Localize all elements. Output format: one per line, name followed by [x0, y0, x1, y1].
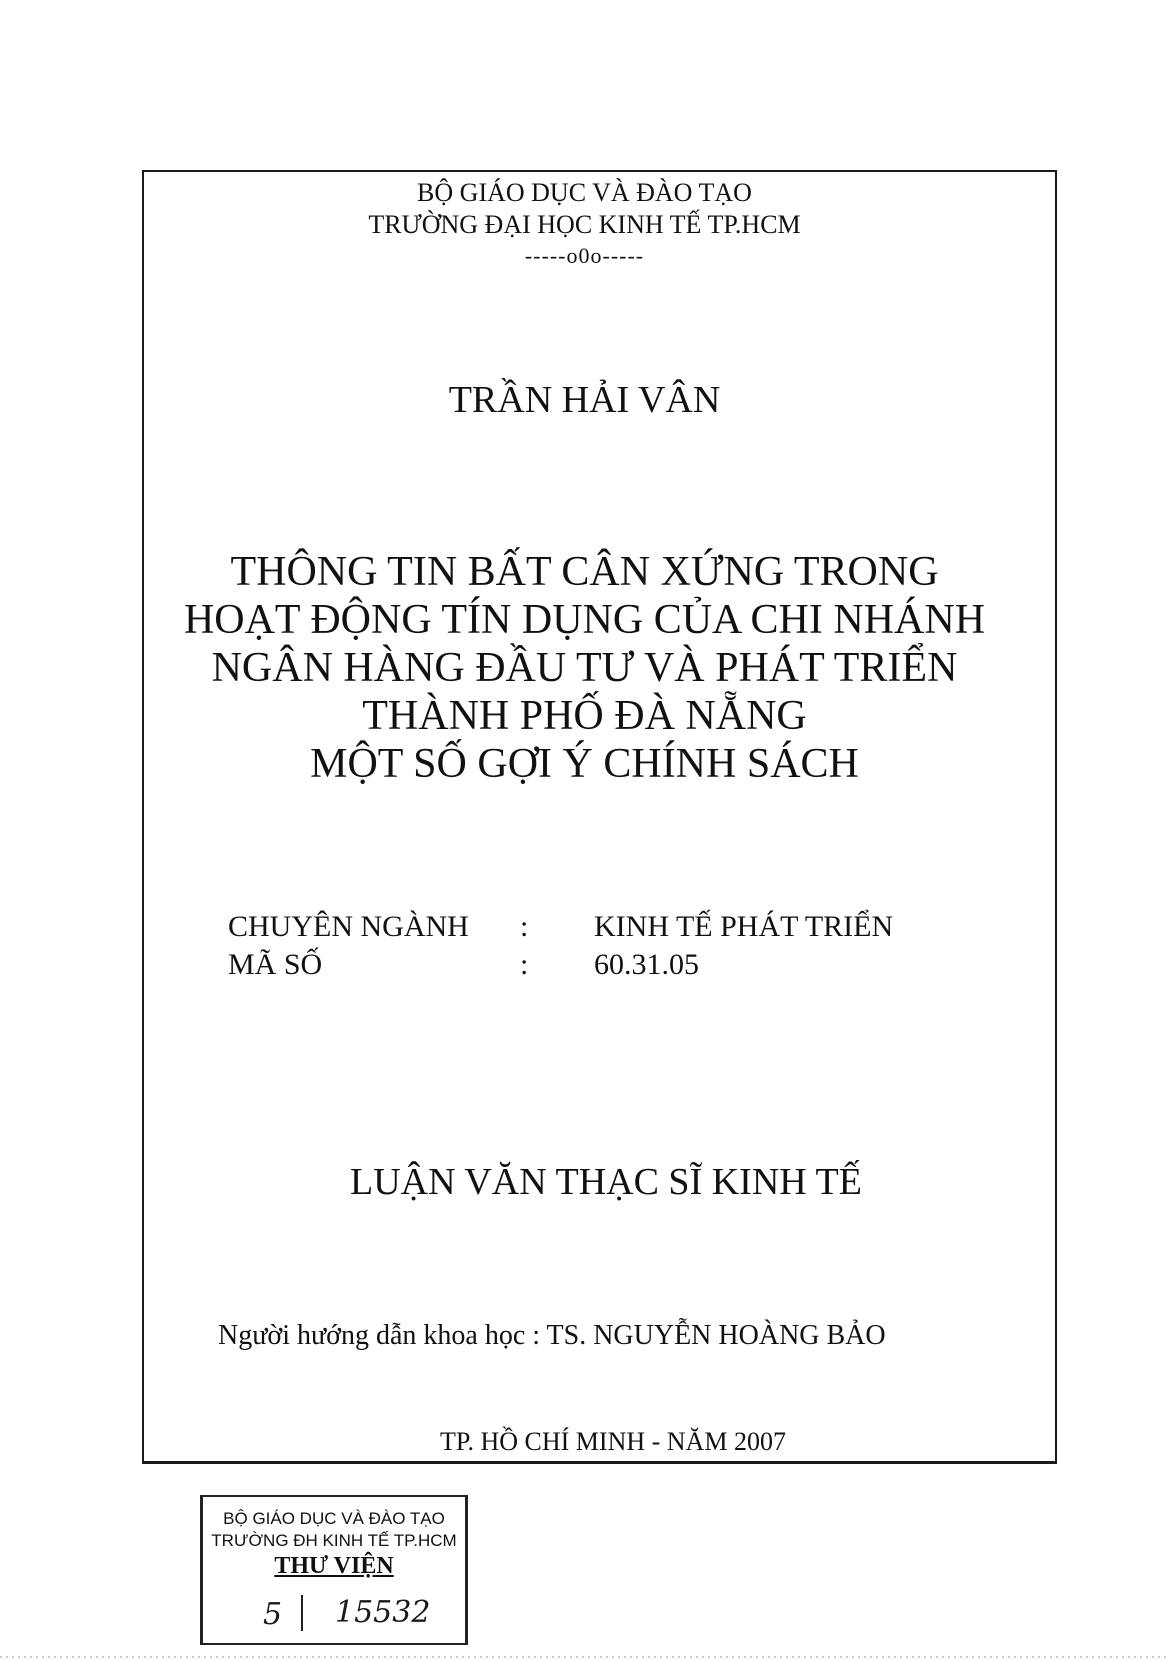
library-stamp: [200, 1495, 468, 1645]
stamp-ministry: BỘ GIÁO DỤC VÀ ĐÀO TẠO: [223, 1509, 445, 1528]
degree-type: LUẬN VĂN THẠC SĨ KINH TẾ: [350, 1161, 862, 1203]
stamp-number-prefix: 5: [263, 1597, 283, 1632]
major-value: KINH TẾ PHÁT TRIỂN: [594, 910, 894, 943]
stamp-university: TRƯỜNG ĐH KINH TẾ TP.HCM: [211, 1531, 457, 1550]
thesis-title-line: MỘT SỐ GỢI Ý CHÍNH SÁCH: [310, 741, 859, 787]
thesis-title-line: THÔNG TIN BẤT CÂN XỨNG TRONG: [230, 549, 939, 595]
code-label: MÃ SỐ: [228, 948, 323, 981]
thesis-title-line: NGÂN HÀNG ĐẦU TƯ VÀ PHÁT TRIỂN: [211, 645, 958, 691]
stamp-divider-mark: [301, 1595, 303, 1631]
thesis-title: [0, 548, 1169, 788]
thesis-title-line: THÀNH PHỐ ĐÀ NẴNG: [362, 693, 807, 739]
ministry-name: BỘ GIÁO DỤC VÀ ĐÀO TẠO: [417, 178, 752, 207]
ornament-divider: -----o0o-----: [524, 243, 645, 268]
university-name: TRƯỜNG ĐẠI HỌC KINH TẾ TP.HCM: [368, 210, 801, 239]
author-name: TRẦN HẢI VÂN: [448, 379, 721, 421]
stamp-handwritten-number: 15532: [335, 1595, 431, 1630]
thesis-title-line: HOẠT ĐỘNG TÍN DỤNG CỦA CHI NHÁNH: [183, 597, 986, 643]
scan-edge-artifact: [0, 1656, 1169, 1658]
stamp-library: THƯ VIỆN: [274, 1553, 394, 1579]
title-page-border: [142, 170, 1057, 1464]
code-value: 60.31.05: [594, 948, 699, 981]
advisor: Người hướng dẫn khoa học : TS. NGUYỄN HOÀNG BẢO: [218, 1320, 886, 1351]
code-colon: :: [520, 948, 529, 981]
major-label: CHUYÊN NGÀNH: [228, 910, 469, 943]
place-and-year: TP. HỒ CHÍ MINH - NĂM 2007: [440, 1427, 786, 1456]
major-colon: :: [520, 910, 529, 943]
